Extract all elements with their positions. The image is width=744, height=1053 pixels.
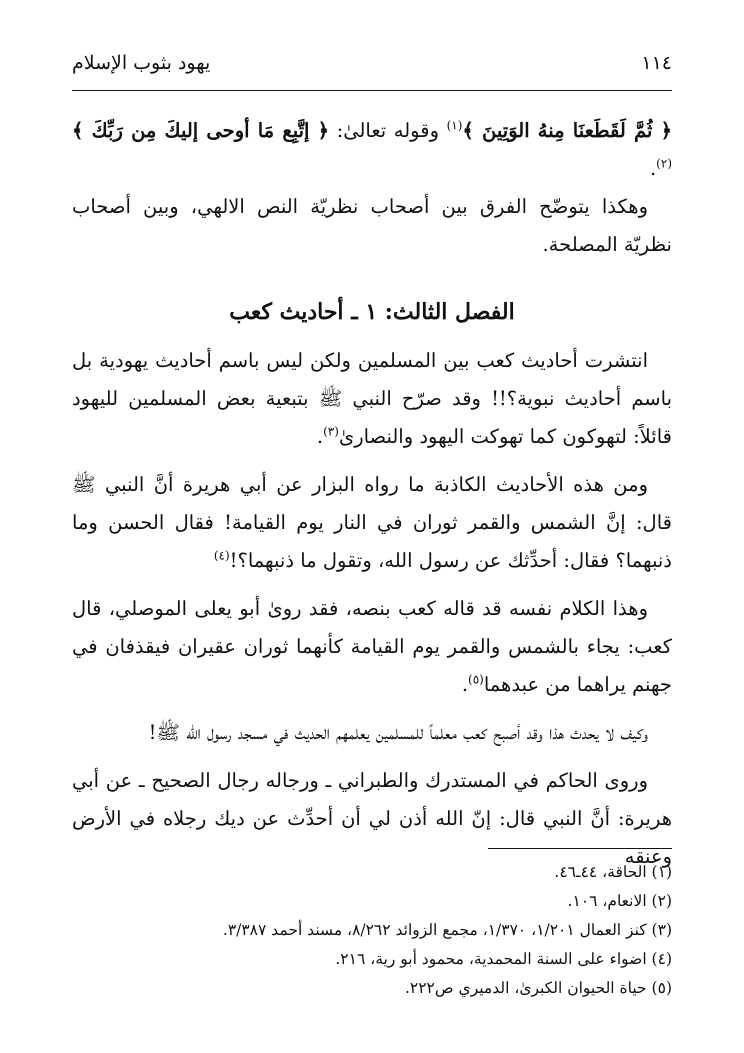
connector-text: وقوله تعالىٰ: (329, 119, 447, 142)
paragraph-text: ومن هذه الأحاديث الكاذبة ما رواه البزار عن أبي هريرة أنَّ النبي ﷺ قال: إنَّ الشمس والقمر ثوران في النار يوم القيامة! فقال الحسن وما ذنبهما؟ فقال: أحدِّثك عن رسول الله، وتقول ما ذنبهما؟! (72, 473, 672, 572)
footnote: (٣) كنز العمال ١/٢٠١، ١/٣٧٠، مجمع الزوائد ٨/٢٦٢، مسند أحمد ٣/٣٨٧. (222, 921, 672, 939)
paragraph (72, 466, 672, 580)
paragraph: وهذا الكلام نفسه قد قاله كعب بنصه، فقد روىٰ أبو يعلى الموصلي، قال كعب: يجاء بالشمس والقمر يوم القيامة كأنهما ثوران عقيران فيقذفان في جهنم يراهما من عبدهما$^{(٥)}$. (72, 597, 672, 696)
header-rule (72, 90, 672, 91)
sentence-end: . (649, 157, 657, 180)
quran-verse: ﴿ ثُمَّ لَقَطَعنَا مِنهُ الوَتِينَ ﴾ (462, 119, 673, 142)
paragraph-text: انتشرت أحاديث كعب بين المسلمين ولكن ليس باسم أحاديث يهودية بل باسم أحاديث نبوية؟!! وقد صرّح النبي ﷺ بتبعية بعض المسلمين لليهود قائلاً: لتهوكون كما تهوكت اليهود والنصارىٰ (72, 349, 672, 448)
footnote: (١) الحاقة، ٤٤ـ٤٦. (554, 863, 672, 881)
chapter-title: الفصل الثالث: ١ ـ أحاديث كعب (229, 299, 515, 325)
footnote-marker: (٤) (213, 548, 230, 563)
paragraph-text: وهذا الكلام نفسه قد قاله كعب بنصه، فقد روىٰ أبو يعلى الموصلي، قال كعب: يجاء بالشمس والقمر يوم القيامة كأنهما ثوران عقيران فيقذفان في جهنم يراهما من عبدهما (72, 597, 672, 696)
page-number: ١١٤ (641, 52, 672, 74)
footnote-marker: (٣) (323, 424, 339, 439)
book-title: يهود بثوب الإسلام (72, 52, 211, 74)
footnote-marker: (٢) (656, 156, 672, 171)
verse-line (72, 112, 672, 188)
paragraph: وكيف لا يحدث هذا وقد أصبح كعب معلماً للمسلمين يعلمهم الحديث في مسجد رسول الله ﷺ! (148, 721, 648, 744)
footnote: (٥) حياة الحيوان الكبرىٰ، الدميري ص٢٢٢. (404, 979, 672, 997)
paragraph: وهكذا يتوضّح الفرق بين أصحاب نظريّة النص الالهي، وبين أصحاب نظريّة المصلحة. (72, 195, 672, 256)
footnote: (٤) اضواء على السنة المحمدية، محمود أبو رية، ٢١٦. (335, 950, 672, 968)
running-head (72, 46, 672, 80)
footnote-rule (488, 848, 672, 849)
footnote-marker: (١) (446, 118, 463, 133)
paragraph: انتشرت أحاديث كعب بين المسلمين ولكن ليس باسم أحاديث يهودية بل باسم أحاديث نبوية؟!! وقد صرّح النبي ﷺ بتبعية بعض المسلمين لليهود قائلاً: لتهوكون كما تهوكت اليهود والنصارىٰ$^{(٣)}$. (72, 349, 672, 448)
main-text (72, 112, 672, 876)
paragraph: وروى الحاكم في المستدرك والطبراني ـ ورجاله رجال الصحيح ـ عن أبي هريرة: أنَّ النبي قال: إنّ الله أذن لي أن أحدِّث عن ديك رجلاه في الأرض وعنقه (72, 769, 672, 868)
quran-verse: ﴿ إتَّبِع مَا أوحى إليكَ مِن رَبِّكَ ﴾ (72, 119, 330, 142)
footnote: (٢) الانعام، ١٠٦. (567, 892, 672, 910)
footnotes (72, 858, 672, 1003)
footnote-marker: (٥) (468, 672, 484, 687)
